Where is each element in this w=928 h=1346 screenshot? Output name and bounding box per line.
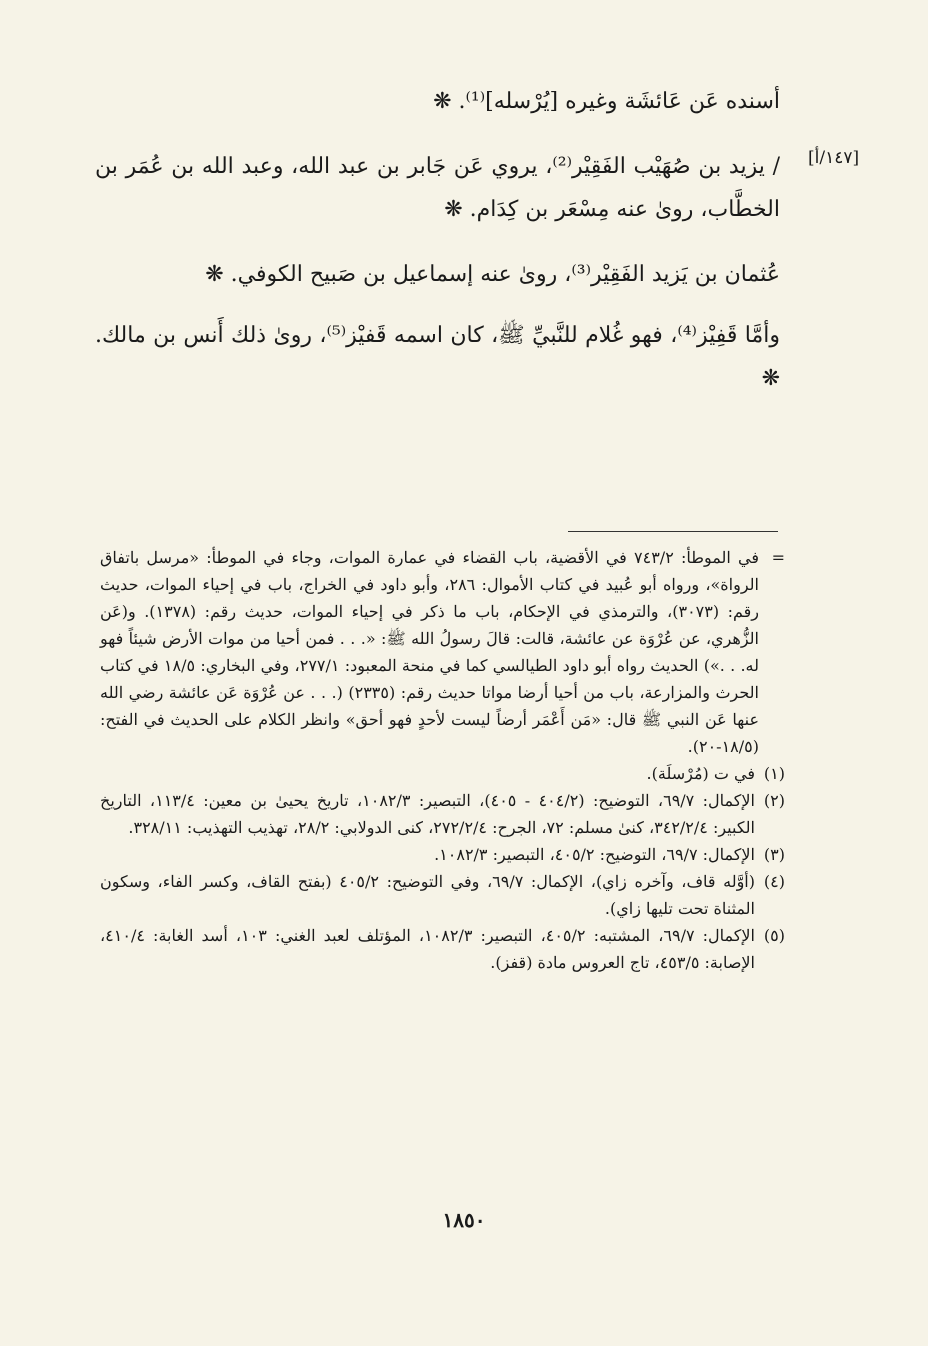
paragraph-1: أسنده عَن عَائشَة وغيره [يُرْسله]⁽¹⁾. ❋ <box>433 89 780 114</box>
page-number: ١٨٥٠ <box>442 1208 486 1232</box>
footnote-text: الإكمال: ٦٩/٧، التوضيح: ٤٠٥/٢، التبصير: ١٠٨٢/٣. <box>434 845 755 864</box>
footnote-5 <box>100 922 785 976</box>
footnote-4 <box>100 868 785 922</box>
footnote-continuation <box>100 544 785 760</box>
footnote-number: (١) <box>763 764 785 783</box>
footnote-number: (٣) <box>763 845 785 864</box>
footnote-text: الإكمال: ٦٩/٧، المشتبه: ٤٠٥/٢، التبصير: ١٠٨٢/٣، المؤتلف لعبد الغني: ١٠٣، أسد الغابة: ٤١٠/٤، الإصابة: ٤٥٣/٥، تاج العروس مادة (قفز). <box>100 926 755 972</box>
footnote-2 <box>100 787 785 841</box>
footnote-separator <box>568 531 778 532</box>
footnote-text: (أوَّله قاف، وآخره زاي)، الإكمال: ٦٩/٧، وفي التوضيح: ٤٠٥/٢ (بفتح القاف، وكسر الفاء، وسكون المثناة تحت تليها زاي). <box>100 872 755 918</box>
footnote-text: في ت (مُرْسلَة). <box>646 764 755 783</box>
footnote-number: (٤) <box>763 872 785 891</box>
continuation-mark: = <box>771 548 785 567</box>
footnote-number: (٢) <box>763 791 785 810</box>
footnote-text: الإكمال: ٦٩/٧، التوضيح: (٤٠٤/٢ - ٤٠٥)، التبصير: ١٠٨٢/٣، تاريخ يحيىٰ بن معين: ١١٣/٤، التاريخ الكبير: ٣٤٢/٢/٤، كنىٰ مسلم: ٧٢، الجرح: ٢٧٢/٢/٤، كنى الدولابي: ٢٨/٢، تهذيب التهذيب: ٣٢٨/١١. <box>100 791 755 837</box>
footnote-number: (٥) <box>763 926 785 945</box>
footnote-1 <box>100 760 785 787</box>
manuscript-folio-marker: [١٤٧/أ] <box>808 148 860 168</box>
footnote-3 <box>100 841 785 868</box>
footnotes <box>100 544 785 976</box>
paragraph-2: / يزيد بن صُهَيْب الفَقِيْر⁽²⁾، يروي عَن جَابر بن عبد الله، وعبد الله بن عُمَر بن الخطَّاب، روىٰ عنه مِسْعَر بن كِدَام. ❋ <box>95 154 780 222</box>
continuation-text: في الموطأ: ٧٤٣/٢ في الأقضية، باب القضاء في عمارة الموات، وجاء في الموطأ: «مرسل باتفاق الرواة»، ورواه أبو عُبيد في كتاب الأموال: ٢٨٦، وأبو داود في الخراج، باب في إحياء الموات، حديث رقم: (٣٠٧٣)، والترمذي في الإحكام، باب ما ذكر في إحياء الموات، حديث رقم: (١٣٧٨). و(عَن الزُّهري، عن عُرْوَة عن عائشة، قالت: قالَ رسولُ الله ﷺ: «. . . فمن أحيا من موات الأرض شيئاً فهو له. . .») الحديث رواه أبو داود الطيالسي كما في منحة المعبود: ٢٧٧/١، وفي البخاري: ١٨/٥ في كتاب الحرث والمزارعة، باب من أحيا أرضا مواتا حديث رقم: (٢٣٣٥) (. . . عن عُرْوَة عَن عائشة رضي الله عنها عَن النبي ﷺ قال: «مَن أَعْمَر أرضاً ليست لأحدٍ فهو أحق» وانظر الكلام على الحديث في الفتح: (١٨/٥-٢٠). <box>100 548 760 756</box>
paragraph-4: وأمَّا قَفِيْز⁽⁴⁾، فهو غُلام للنَّبيِّ ﷺ، كان اسمه قَفيْز⁽⁵⁾، روىٰ ذلك أَنس بن مالك. ❋ <box>95 323 780 391</box>
main-text <box>95 80 780 422</box>
paragraph-3: عُثمان بن يَزيد الفَقِيْر⁽³⁾، روىٰ عنه إسماعيل بن صَبيح الكوفي. ❋ <box>205 262 780 287</box>
